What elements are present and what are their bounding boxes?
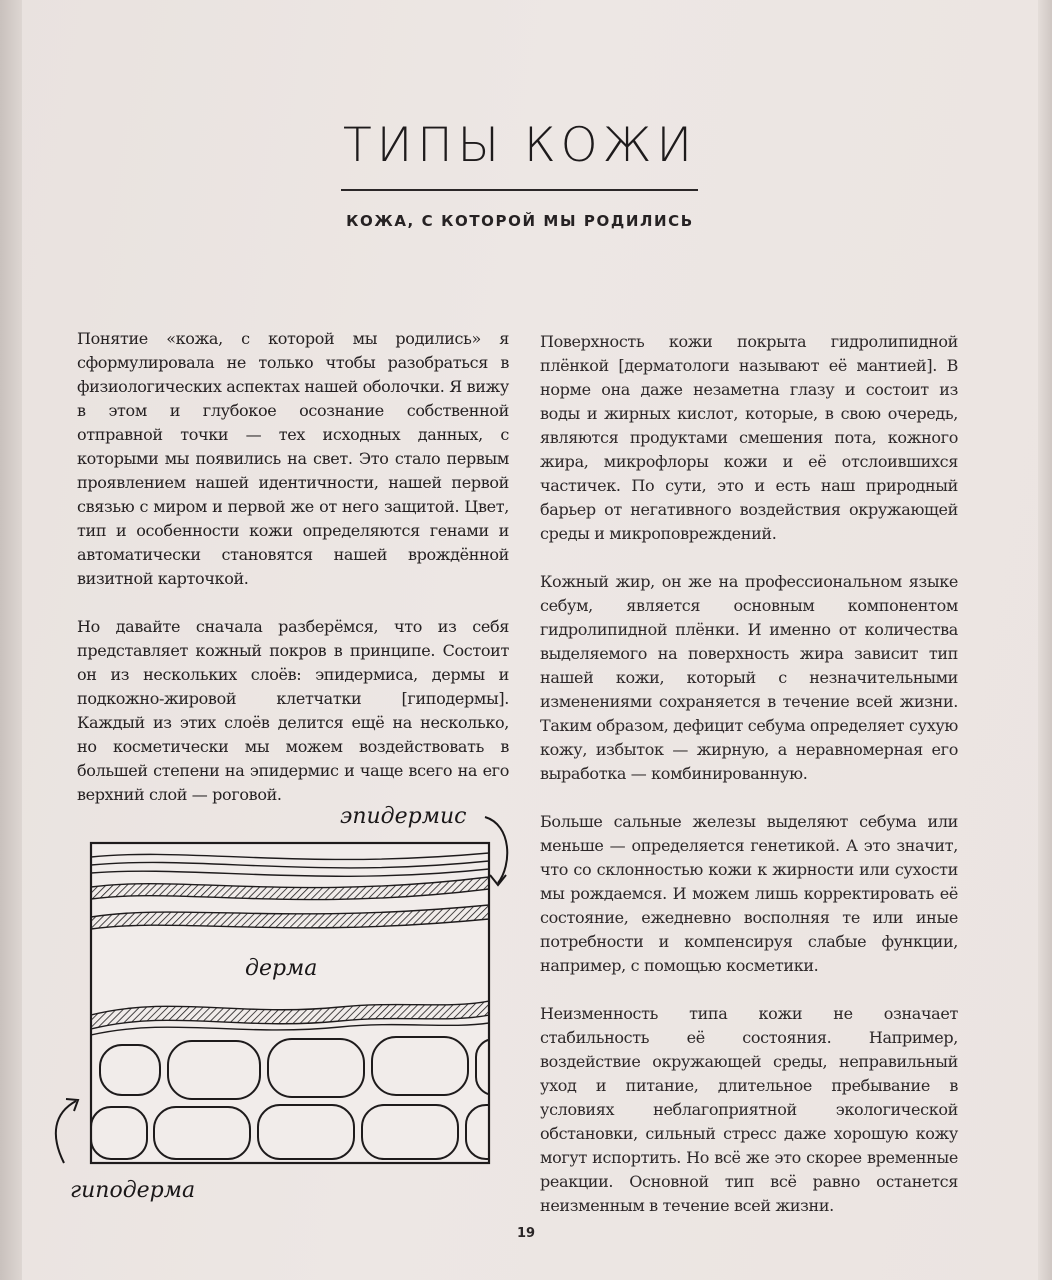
right-text-column <box>540 330 958 1242</box>
paragraph: Поверхность кожи покрыта гидролипидной плёнкой [дерматологи называют её мантией]. В норме она даже незаметна глазу и состоит из воды и жирных кислот, которые, в свою очередь, являются продуктами смешения пота, кожного жира, микрофлоры кожи и её отслоившихся частичек. По сути, это и есть наш природный барьер от негативного воздействия окружающей среды и микроповреждений. <box>540 332 958 543</box>
skin-layers-illustration <box>40 795 520 1205</box>
page-title: ТИПЫ КОЖИ <box>343 118 697 173</box>
hypodermis-label: гиподерма <box>70 1178 196 1203</box>
page-edge-shadow <box>1038 0 1052 1280</box>
paragraph: Больше сальные железы выделяют себума или меньше — определяется генетикой. А это значит, что со склонностью кожи к жирности или сухости мы рождаемся. И можем лишь корректировать её состояние, ежедневно восполняя те или иные потребности и компенсируя слабые функции, например, с помощью косметики. <box>540 812 958 975</box>
epidermis-label: эпидермис <box>340 804 467 829</box>
left-text-column <box>77 327 509 831</box>
paragraph: Неизменность типа кожи не означает стабильность её состояния. Например, воздействие окружающей среды, неправильный уход и питание, длительное пребывание в условиях неблагоприятной экологической обстановки, сильный стресс даже хорошую кожу могут испортить. Но всё же это скорее временные реакции. Основной тип всё равно останется неизменным в течение всей жизни. <box>540 1004 958 1215</box>
page-subtitle: КОЖА, С КОТОРОЙ МЫ РОДИЛИСЬ <box>346 212 694 230</box>
hypodermis-arrowhead <box>66 1099 78 1111</box>
paragraph: Кожный жир, он же на профессиональном языке себум, является основным компонентом гидролипидной плёнки. И именно от количества выделяемого на поверхность жира зависит тип нашей кожи, который с незначительными изменениями сохраняется в течение всей жизни. Таким образом, дефицит себума определяет сухую кожу, избыток — жирную, а неравномерная его выработка — комбинированную. <box>540 572 959 783</box>
paragraph: Но давайте сначала разберёмся, что из себя представляет кожный покров в принципе. Состоит он из нескольких слоёв: эпидермиса, дермы и подкожно-жировой клетчатки [гиподермы]. Каждый из этих слоёв делится ещё на несколько, но косметически мы можем воздействовать в большей степени на эпидермис и чаще всего на его верхний слой — роговой. <box>77 617 509 804</box>
dermis-label: дерма <box>245 956 318 981</box>
book-gutter-shadow <box>0 0 22 1280</box>
hypodermis-arrow <box>56 1101 76 1163</box>
paragraph: Понятие «кожа, с которой мы родились» я сформулировала не только чтобы разобраться в физиологических аспектах нашей оболочки. Я вижу в этом и глубокое осознание собственной отправной точки — тех исходных данных, с которыми мы появились на свет. Это стало первым проявлением нашей идентичности, нашей первой связью с миром и первой же от него защитой. Цвет, тип и особенности кожи определяются генами и автоматически становятся нашей врождённой визитной карточкой. <box>77 329 509 588</box>
title-underline <box>341 189 698 191</box>
page-number: 19 <box>516 1226 536 1241</box>
epidermis-arrowhead <box>490 875 506 885</box>
